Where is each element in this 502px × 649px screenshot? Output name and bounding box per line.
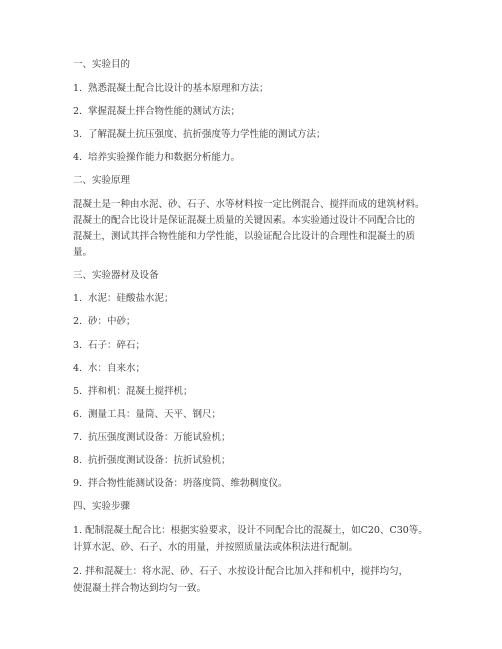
item-number: 2. xyxy=(73,106,83,117)
item-text: 石子：碎石； xyxy=(88,340,146,351)
item-text: 拌和机：混凝土搅拌机； xyxy=(88,386,193,397)
list-item xyxy=(73,363,145,375)
item-text: 测量工具：量筒、天平、钢尺； xyxy=(88,409,222,420)
section-heading-principle: 二、实验原理 xyxy=(73,175,131,186)
item-text: 抗压强度测试设备：万能试验机； xyxy=(88,432,231,443)
list-item xyxy=(73,83,269,95)
item-text: 培养实验操作能力和数据分析能力。 xyxy=(88,152,241,163)
list-item xyxy=(73,106,240,118)
item-text: 拌合物性能测试设备：坍落度筒、维勃稠度仪。 xyxy=(88,478,288,489)
step-line: 2. 拌和混凝土：将水泥、砂、石子、水按设计配合比加入拌和机中，搅拌均匀， xyxy=(73,566,409,577)
item-number: 4. xyxy=(73,152,83,163)
item-number: 4. xyxy=(73,363,83,374)
paragraph-line: 量。 xyxy=(73,247,93,258)
list-item xyxy=(73,293,174,305)
paragraph-line: 混凝土，测试其拌合物性能和力学性能，以验证配合比设计的合理性和混凝土的质 xyxy=(73,231,416,242)
item-number: 3. xyxy=(73,129,83,140)
list-item xyxy=(73,340,145,352)
item-text: 砂：中砂； xyxy=(88,316,136,327)
list-item xyxy=(73,129,326,141)
item-number: 3. xyxy=(73,340,83,351)
item-number: 5. xyxy=(73,386,83,397)
item-text: 水泥：硅酸盐水泥； xyxy=(88,293,174,304)
section-heading-equipment: 三、实验器材及设备 xyxy=(73,270,159,281)
item-text: 了解混凝土抗压强度、抗折强度等力学性能的测试方法； xyxy=(88,129,326,140)
item-number: 8. xyxy=(73,455,83,466)
list-item xyxy=(73,409,221,421)
item-text: 熟悉混凝土配合比设计的基本原理和方法； xyxy=(88,83,269,94)
step-line: 1. 配制混凝土配合比：根据实验要求，设计不同配合比的混凝土，如C20、C30等。 xyxy=(73,525,428,536)
section-heading-objectives: 一、实验目的 xyxy=(73,59,131,70)
item-text: 抗折强度测试设备：抗折试验机； xyxy=(88,455,231,466)
item-number: 1. xyxy=(73,83,83,94)
step-line: 使混凝土拌合物达到均匀一致。 xyxy=(73,583,207,594)
paragraph-line: 混凝土的配合比设计是保证混凝土质量的关键因素。本实验通过设计不同配合比的 xyxy=(73,215,416,226)
list-item xyxy=(73,152,240,164)
item-number: 2. xyxy=(73,316,83,327)
list-item xyxy=(73,386,193,398)
list-item xyxy=(73,478,288,490)
section-heading-procedure: 四、实验步骤 xyxy=(73,501,131,512)
list-item xyxy=(73,432,231,444)
list-item xyxy=(73,455,231,467)
item-number: 7. xyxy=(73,432,83,443)
paragraph-line: 混凝土是一种由水泥、砂、石子、水等材料按一定比例混合、搅拌而成的建筑材料。 xyxy=(73,199,425,210)
list-item xyxy=(73,316,136,328)
item-number: 1. xyxy=(73,293,83,304)
item-number: 9. xyxy=(73,478,83,489)
item-text: 水：自来水； xyxy=(88,363,146,374)
item-text: 掌握混凝土拌合物性能的测试方法； xyxy=(88,106,241,117)
item-number: 6. xyxy=(73,409,83,420)
step-line: 计算水泥、砂、石子、水的用量，并按照质量法或体积法进行配制。 xyxy=(73,542,359,553)
